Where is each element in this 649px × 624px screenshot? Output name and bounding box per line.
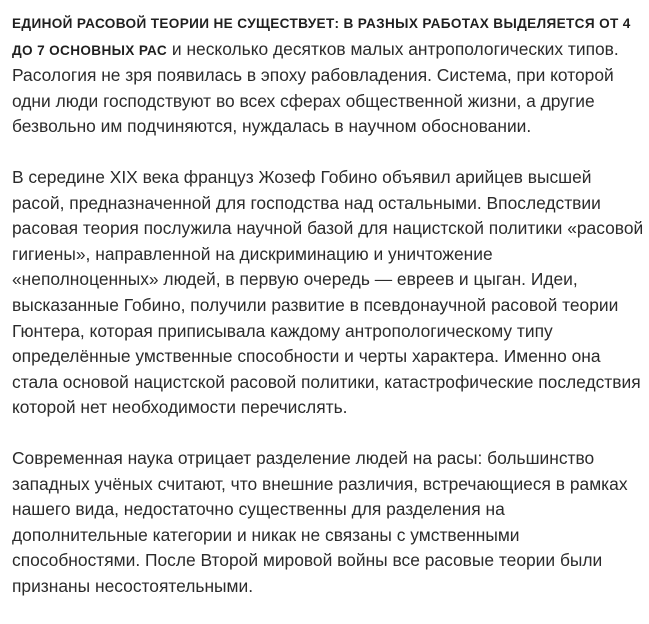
paragraph-2: В середине XIX века француз Жозеф Гобино объявил арийцев высшей расой, предназначенной для господства над остальными. Впоследствии расовая теория послужила научной базой для нацистской политики «расовой гигиены», направленной на дискриминацию и уничтожение «неполноценных» людей, в первую очередь — евреев и цыган. Идеи, высказанные Гобино, получили развитие в псевдонаучной расовой теории Гюнтера, которая приписывала каждому антропологическому типу определённые умственные способности и черты характера. Именно она стала основой нацистской расовой политики, катастрофические последствия которой нет необходимости перечислять. (12, 166, 644, 418)
paragraph-1 (12, 10, 644, 140)
lead-caps-text: ЕДИНОЙ РАСОВОЙ ТЕОРИИ НЕ СУЩЕСТВУЕТ: В РАЗНЫХ РАБОТАХ ВЫДЕЛЯЕТСЯ ОТ 4 ДО 7 ОСНОВНЫХ РАС (12, 16, 631, 58)
paragraph-1-text: и несколько десятков малых антропологических типов. Расология не зря появилась в эпоху рабовладения. Система, при которой одни люди господствуют во всех сферах общественной жизни, а другие безвольно им подчиняются, нуждалась в научном обосновании. (12, 38, 619, 137)
article-body (12, 10, 644, 624)
paragraph-3: Современная наука отрицает разделение людей на расы: большинство западных учёных считают, что внешние различия, встречающиеся в рамках нашего вида, недостаточно существенны для разделения на дополнительные категории и никак не связаны с умственными способностями. После Второй мировой войны все расовые теории были признаны несостоятельными. (12, 447, 628, 596)
